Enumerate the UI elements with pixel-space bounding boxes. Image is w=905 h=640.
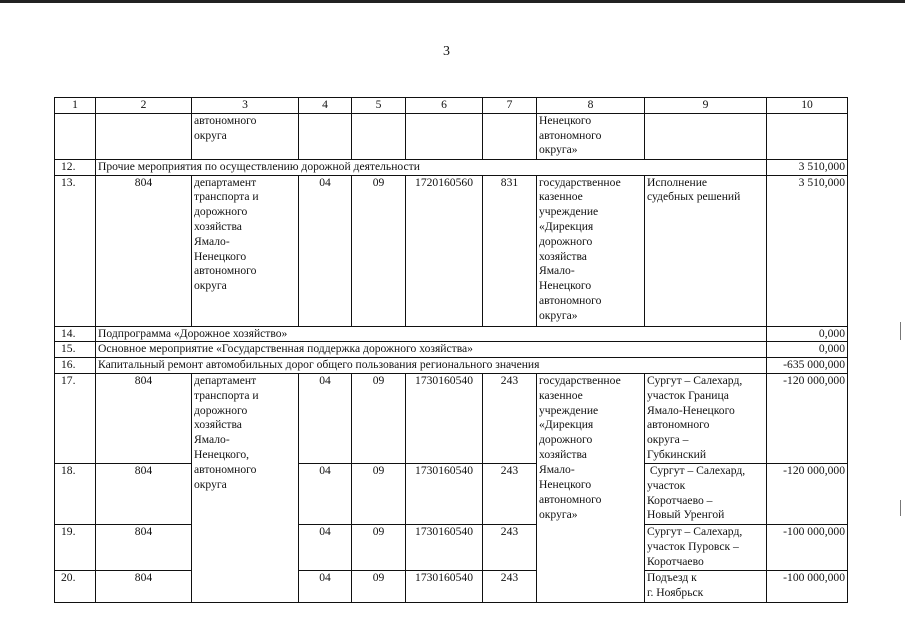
cell-target-article: 1730160540 (406, 570, 483, 602)
budget-table (54, 97, 848, 603)
cell-code: 804 (96, 570, 192, 602)
row-title: Капитальный ремонт автомобильных дорог общего пользования регионального значения (96, 358, 767, 374)
cell-code: 804 (96, 463, 192, 524)
cell-expense-type: 243 (483, 373, 537, 463)
header-cell: 4 (299, 98, 352, 114)
header-cell: 5 (352, 98, 406, 114)
cell-institution: Ямало- Ненецкого автономного округа» (537, 463, 645, 524)
row-number: 17. (55, 373, 96, 463)
cell-subsection: 09 (352, 373, 406, 463)
cell-section: 04 (299, 463, 352, 524)
table-row (55, 326, 848, 342)
cell-section: 04 (299, 175, 352, 326)
header-cell: 8 (537, 98, 645, 114)
cell-empty (406, 113, 483, 159)
row-amount: -100 000,000 (767, 524, 848, 570)
cell-code: 804 (96, 373, 192, 463)
cell-empty (299, 113, 352, 159)
scan-top-edge (0, 0, 905, 3)
header-cell: 2 (96, 98, 192, 114)
cell-subsection: 09 (352, 175, 406, 326)
cell-object: Сургут – Салехард, участок Коротчаево – Новый Уренгой (645, 463, 767, 524)
table-row (55, 570, 848, 602)
table-row (55, 113, 848, 159)
cell-subsection: 09 (352, 570, 406, 602)
table-row (55, 175, 848, 326)
cell-expense-type: 243 (483, 524, 537, 570)
cell-code: 804 (96, 524, 192, 570)
row-amount: 3 510,000 (767, 175, 848, 326)
row-number: 12. (55, 159, 96, 175)
header-cell: 7 (483, 98, 537, 114)
row-title: Основное мероприятие «Государственная поддержка дорожного хозяйства» (96, 342, 767, 358)
cell-object: Подъезд к г. Ноябрьск (645, 570, 767, 602)
cell-object: Сургут – Салехард, участок Пуровск – Коротчаево (645, 524, 767, 570)
cell-institution-merged (537, 524, 645, 570)
cell-empty (483, 113, 537, 159)
cell-department: департамент транспорта и дорожного хозяйства Ямало- Ненецкого, (192, 373, 299, 463)
cell-empty (352, 113, 406, 159)
table-row (55, 342, 848, 358)
cell-section: 04 (299, 373, 352, 463)
cell-institution-merged (537, 570, 645, 602)
row-amount: -635 000,000 (767, 358, 848, 374)
cell-empty (96, 113, 192, 159)
scan-margin-mark (900, 500, 901, 516)
cell-department-merged (192, 570, 299, 602)
cell-department: автономного округа (192, 463, 299, 524)
scan-margin-mark (900, 322, 901, 340)
header-cell: 1 (55, 98, 96, 114)
cell-section: 04 (299, 524, 352, 570)
row-number: 20. (55, 570, 96, 602)
row-amount: -120 000,000 (767, 463, 848, 524)
row-number: 13. (55, 175, 96, 326)
table-row (55, 524, 848, 570)
cell-institution: государственное казенное учреждение «Дирекция дорожного хозяйства Ямало- Ненецкого автономного округа» (537, 175, 645, 326)
header-cell: 6 (406, 98, 483, 114)
cell-expense-type: 243 (483, 463, 537, 524)
cell-empty (767, 113, 848, 159)
cell-empty (645, 113, 767, 159)
table-row (55, 373, 848, 463)
row-number: 18. (55, 463, 96, 524)
header-cell: 3 (192, 98, 299, 114)
cell-empty (55, 113, 96, 159)
cell-target-article: 1720160560 (406, 175, 483, 326)
cell-expense-type: 243 (483, 570, 537, 602)
table-row (55, 159, 848, 175)
header-cell: 10 (767, 98, 848, 114)
cell-expense-type: 831 (483, 175, 537, 326)
cell-target-article: 1730160540 (406, 463, 483, 524)
cell-institution: Ненецкого автономного округа» (537, 113, 645, 159)
row-amount: 3 510,000 (767, 159, 848, 175)
cell-department: автономного округа (192, 113, 299, 159)
cell-subsection: 09 (352, 524, 406, 570)
header-cell: 9 (645, 98, 767, 114)
cell-code: 804 (96, 175, 192, 326)
cell-department: департамент транспорта и дорожного хозяйства Ямало- Ненецкого автономного округа (192, 175, 299, 326)
row-number: 15. (55, 342, 96, 358)
row-number: 14. (55, 326, 96, 342)
cell-target-article: 1730160540 (406, 373, 483, 463)
cell-subsection: 09 (352, 463, 406, 524)
row-number: 16. (55, 358, 96, 374)
cell-department-merged (192, 524, 299, 570)
table-row (55, 463, 848, 524)
table-row (55, 358, 848, 374)
cell-institution: государственное казенное учреждение «Дирекция дорожного хозяйства (537, 373, 645, 463)
row-number: 19. (55, 524, 96, 570)
row-amount: -120 000,000 (767, 373, 848, 463)
header-row (55, 98, 848, 114)
row-amount: -100 000,000 (767, 570, 848, 602)
cell-object: Исполнение судебных решений (645, 175, 767, 326)
page-number: 3 (443, 44, 450, 59)
cell-object: Сургут – Салехард, участок Граница Ямало-Ненецкого автономного округа – Губкинский (645, 373, 767, 463)
row-amount: 0,000 (767, 342, 848, 358)
row-amount: 0,000 (767, 326, 848, 342)
row-title: Прочие мероприятия по осуществлению дорожной деятельности (96, 159, 767, 175)
cell-section: 04 (299, 570, 352, 602)
row-title: Подпрограмма «Дорожное хозяйство» (96, 326, 767, 342)
cell-target-article: 1730160540 (406, 524, 483, 570)
